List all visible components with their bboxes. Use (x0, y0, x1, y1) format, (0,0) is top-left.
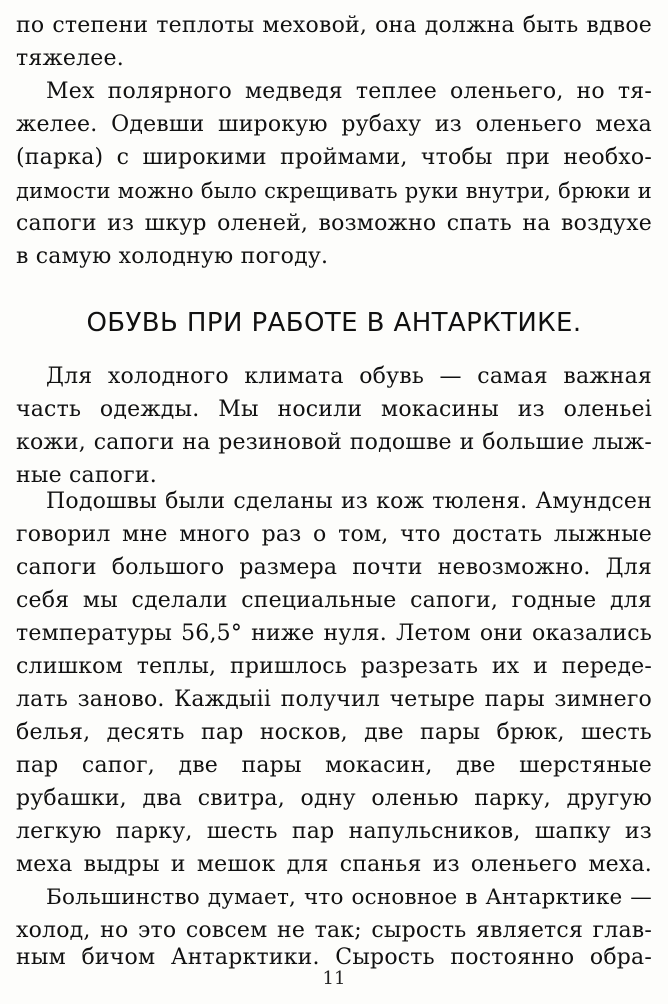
paragraph-4-line-7: лать заново. Каждыіі получил четыре пары зимнего (16, 687, 652, 712)
paragraph-3-line-2: часть одежды. Мы носили мокасины из оленьеі (16, 397, 652, 422)
paragraph-1-line-1: по степени теплоты меховой, она должна быть вдвое (16, 13, 652, 38)
paragraph-5-line-3: ным бичом Антарктики. Сырость постоянно обра- (16, 945, 652, 970)
paragraph-4-line-5: температуры 56,5° ниже нуля. Летом они оказались (16, 621, 652, 646)
paragraph-1-line-2: тяжелее. (16, 46, 124, 71)
paragraph-2-line-6: в самую холодную погоду. (16, 244, 329, 269)
paragraph-4-line-8: белья, десять пар носков, две пары брюк, шесть (16, 720, 652, 745)
paragraph-3-line-3: кожи, сапоги на резиновой подошве и большие лыж- (16, 430, 652, 455)
paragraph-2-line-3: (парка) с широкими проймами, чтобы при необхо- (16, 145, 652, 170)
paragraph-3-line-4: ные сапоги. (16, 463, 157, 488)
paragraph-5-line-2: холод, но это совсем не так; сырость является глав- (16, 918, 652, 943)
paragraph-2-line-2: желее. Одевши широкую рубаху из оленьего меха (16, 112, 652, 137)
paragraph-4-line-11: легкую парку, шесть пар напульсников, шапку из (16, 819, 652, 844)
paragraph-4-line-9: пар сапог, две пары мокасин, две шерстяные (16, 753, 652, 778)
paragraph-3-line-1: Для холодного климата обувь — самая важная (46, 364, 652, 389)
paragraph-4-line-12: меха выдры и мешок для спанья из оленьего меха. (16, 852, 652, 877)
paragraph-4-line-4: себя мы сделали специальные сапоги, годные для (16, 588, 652, 613)
paragraph-4-line-3: сапоги большого размера почти невозможно. Для (16, 555, 652, 580)
paragraph-2-line-4: димости можно было скрещивать руки внутри, брюки и (16, 179, 652, 203)
paragraph-4-line-2: говорил мне много раз о том, что достать лыжные (16, 522, 652, 547)
page-number: 11 (322, 968, 346, 989)
paragraph-4-line-1: Подошвы были сделаны из кож тюленя. Амундсен (46, 489, 652, 514)
paragraph-2-line-1: Мех полярного медведя теплее оленьего, но тя- (46, 79, 652, 104)
paragraph-2-line-5: сапоги из шкур оленей, возможно спать на воздухе (16, 211, 652, 236)
paragraph-4-line-10: рубашки, два свитра, одну оленью парку, другую (16, 786, 652, 811)
section-title: ОБУВЬ ПРИ РАБОТЕ В АНТАРКТИКЕ. (86, 308, 582, 338)
paragraph-4-line-6: слишком теплы, пришлось разрезать их и переде- (16, 654, 652, 679)
paragraph-5-line-1: Большинство думает, что основное в Антарктике — (46, 885, 652, 910)
